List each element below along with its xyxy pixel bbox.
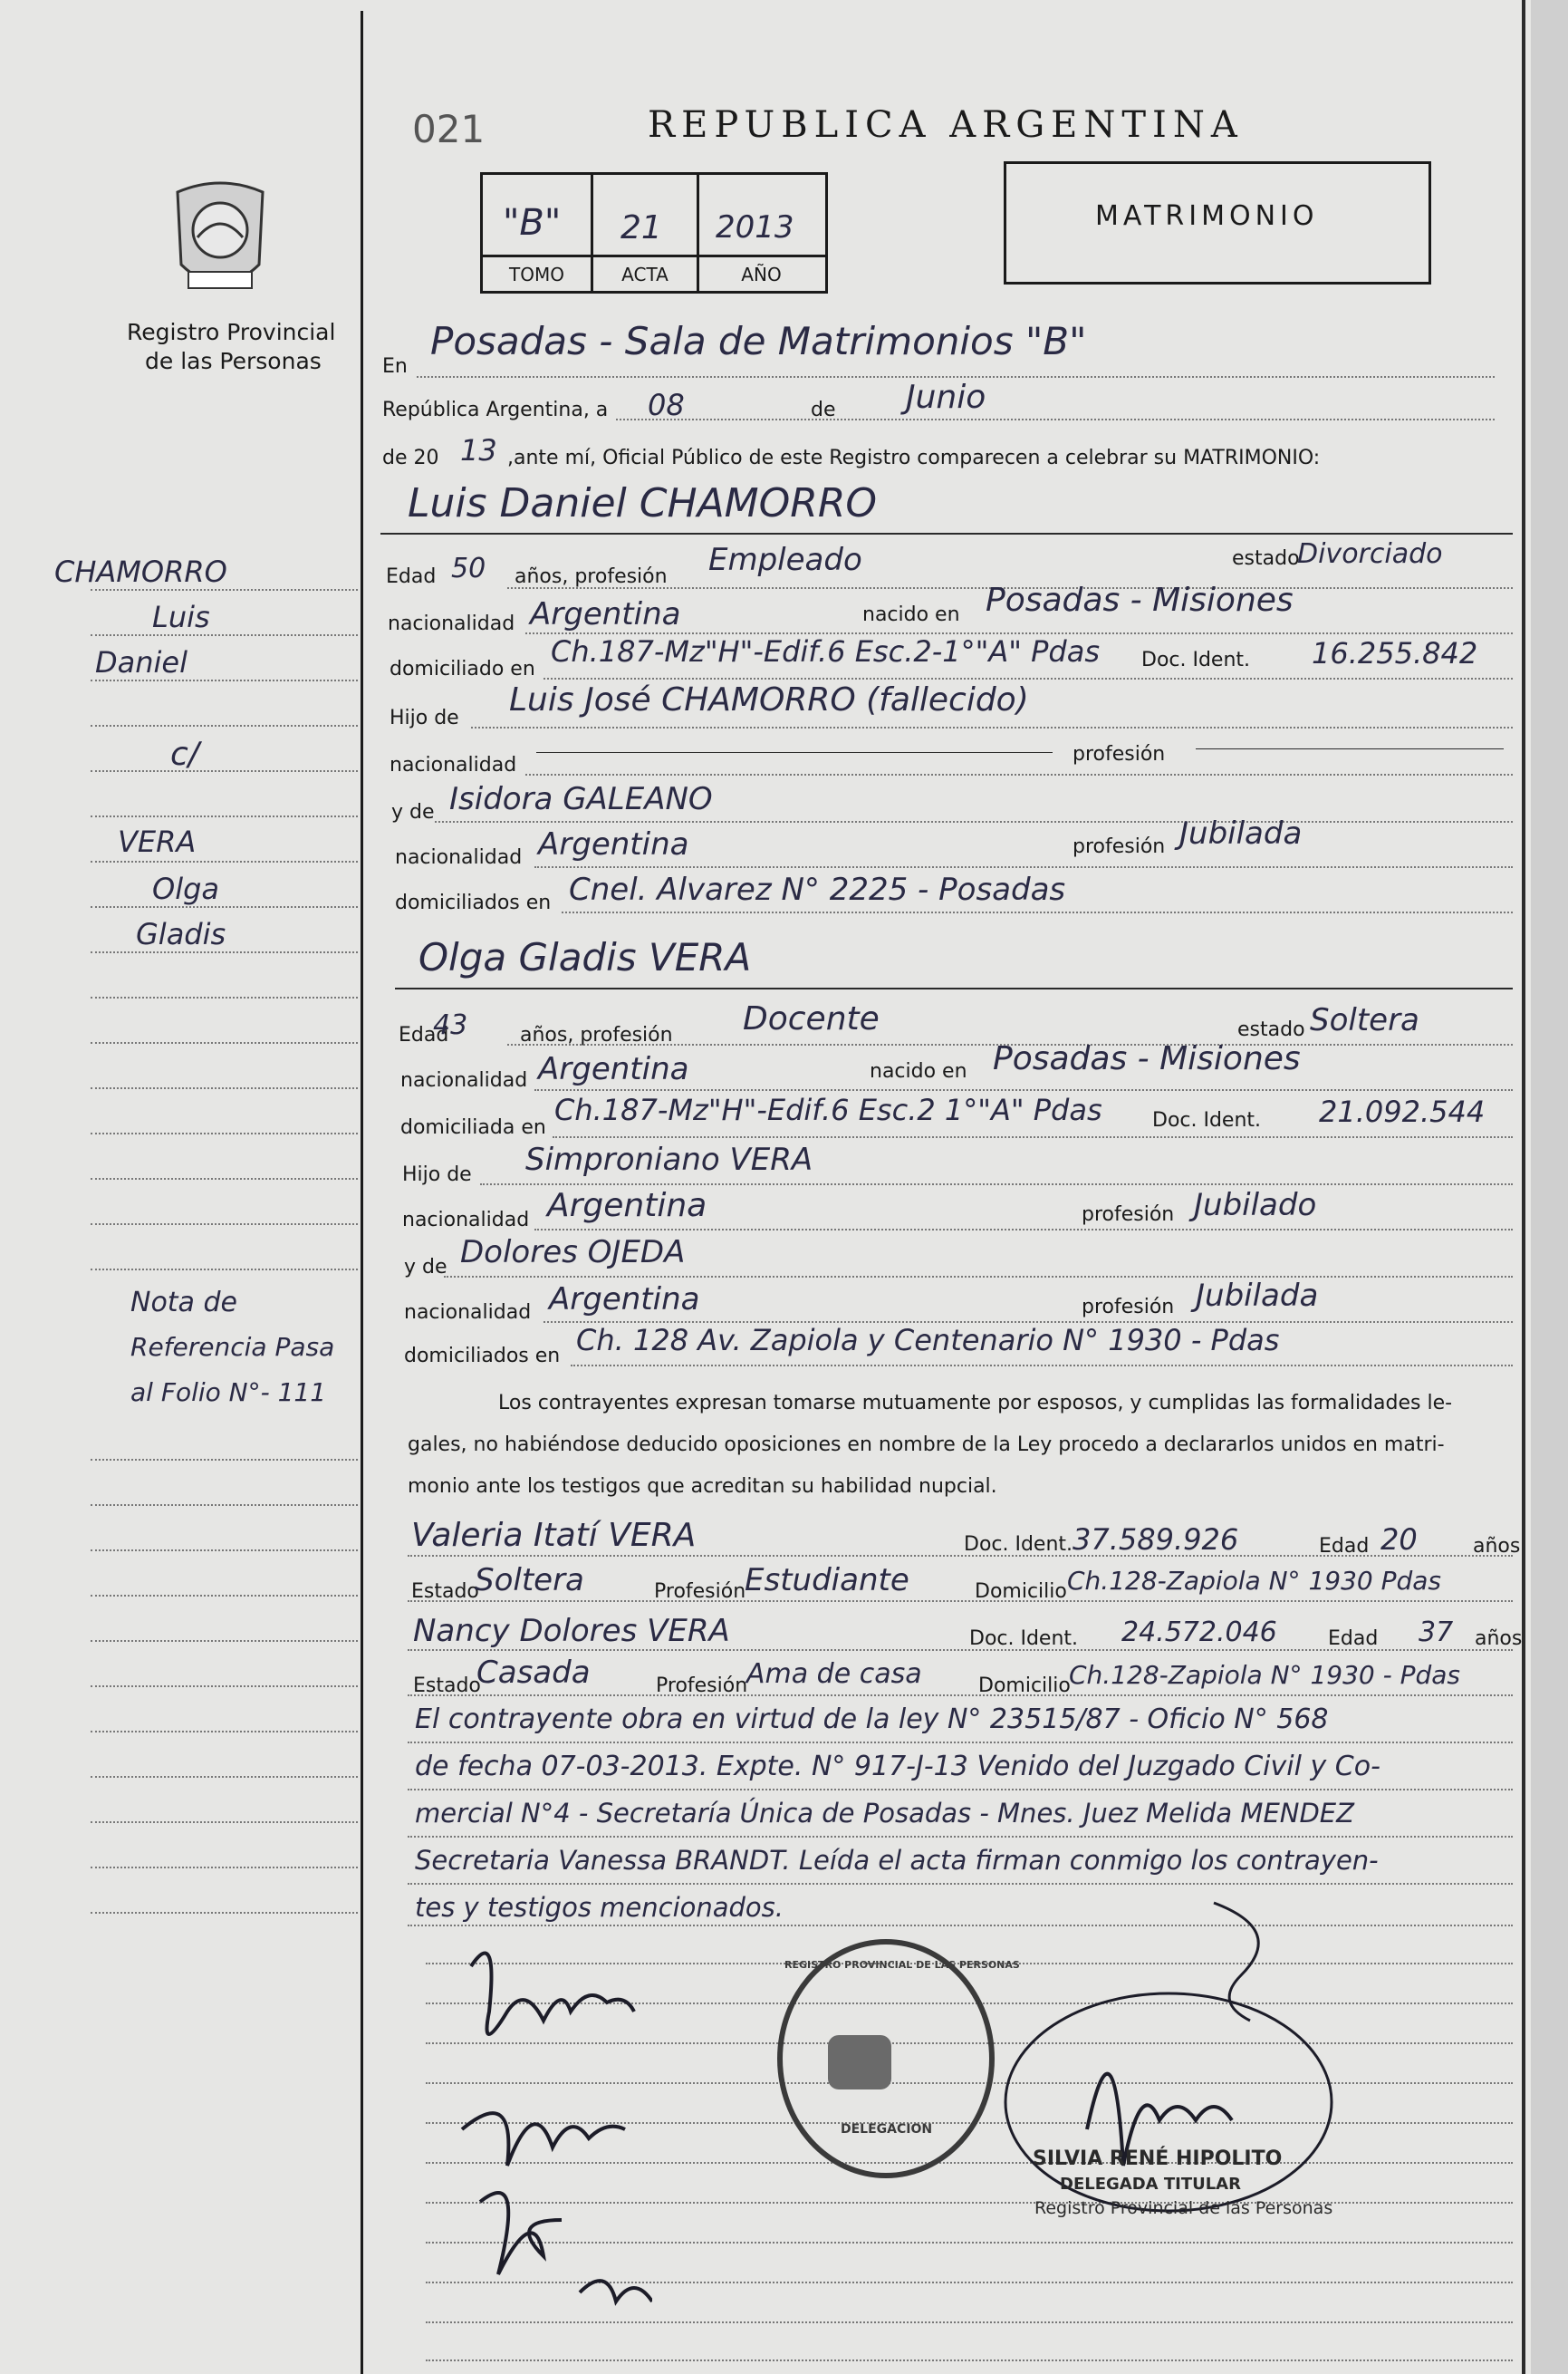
tomo-cell: [483, 175, 593, 291]
witness-1-dom-label: Domicilio: [975, 1580, 1067, 1603]
place-value: Posadas - Sala de Matrimonios "B": [430, 319, 1087, 363]
bride-address: Ch.187-Mz"H"-Edif.6 Esc.2 1°"A" Pdas: [554, 1093, 1102, 1127]
bride-dom-label: domiciliada en: [400, 1116, 546, 1139]
witness-2-prof-label: Profesión: [656, 1674, 748, 1697]
groom-mother-nationality: Argentina: [538, 826, 689, 863]
registry-name-line2: de las Personas: [145, 348, 322, 374]
notes-line: [426, 2360, 1513, 2361]
seal-emblem: [828, 2035, 891, 2089]
page-right-edge: [1522, 0, 1525, 2374]
bride-line: [444, 1276, 1513, 1278]
bride-mother-profession: Jubilada: [1196, 1278, 1319, 1314]
folio-number: 021: [412, 107, 486, 151]
groom-dom-label: domiciliado en: [390, 658, 535, 680]
margin-name-2a: Olga: [152, 872, 219, 906]
margin-line: [91, 1504, 358, 1506]
bride-line: [553, 1136, 1513, 1138]
witness-line: [408, 1555, 1513, 1557]
margin-line: [91, 680, 358, 681]
intro-line: [616, 419, 1495, 420]
groom-line: [534, 866, 1513, 868]
tomo-label: TOMO: [509, 264, 564, 285]
margin-line: [91, 1685, 358, 1687]
year-suffix: 13: [460, 433, 497, 468]
witness-2-doc-label: Doc. Ident.: [969, 1627, 1079, 1650]
en-label: En: [382, 355, 408, 378]
official-title: DELEGADA TITULAR: [1060, 2175, 1241, 2194]
margin-line: [91, 1459, 358, 1461]
groom-nationality: Argentina: [530, 596, 681, 632]
margin-line: [91, 1178, 358, 1180]
groom-father-prof-label: profesión: [1073, 743, 1166, 766]
witness-2-doc: 24.572.046: [1121, 1616, 1277, 1648]
bride-mother-prof-label: profesión: [1082, 1296, 1175, 1318]
margin-line: [91, 1595, 358, 1597]
bride-estado-label: estado: [1237, 1018, 1305, 1041]
bride-prof-label: años, profesión: [520, 1024, 673, 1047]
bride-line: [480, 1183, 1513, 1185]
section-rule: [380, 533, 1513, 535]
groom-prof-label: años, profesión: [515, 565, 668, 588]
margin-line: [91, 1731, 358, 1732]
ref-box-divider: [483, 255, 825, 257]
bride-nacido-label: nacido en: [870, 1060, 967, 1083]
official-name: SILVIA RENÉ HIPOLITO: [1033, 2147, 1283, 2170]
margin-line: [91, 997, 358, 999]
witness-1-status: Soltera: [475, 1562, 584, 1598]
witness-1-prof-label: Profesión: [654, 1580, 746, 1603]
witness-2-profession: Ama de casa: [746, 1658, 922, 1690]
bride-profession: Docente: [743, 1000, 880, 1037]
anio-value: 2013: [716, 209, 794, 246]
declaration-line-3: monio ante los testigos que acreditan su habilidad nupcial.: [408, 1475, 997, 1498]
witness-1-doc: 37.589.926: [1073, 1522, 1239, 1557]
bride-line: [534, 1229, 1513, 1230]
groom-doc-label: Doc. Ident.: [1141, 649, 1251, 671]
bride-father-nationality: Argentina: [547, 1187, 707, 1224]
groom-full-name: Luis Daniel CHAMORRO: [408, 480, 878, 526]
year-prefix: de 20: [382, 447, 439, 469]
witness-2-dom-label: Domicilio: [978, 1674, 1071, 1697]
margin-line: [91, 1549, 358, 1551]
section-rule: [395, 988, 1513, 989]
bride-parents-dom-label: domiciliados en: [404, 1345, 561, 1367]
groom-hijo-label: Hijo de: [390, 707, 459, 729]
bride-parents-address: Ch. 128 Av. Zapiola y Centenario N° 1930 - Pdas: [576, 1323, 1280, 1357]
groom-line: [435, 821, 1513, 823]
witness-line: [408, 1649, 1513, 1651]
acta-cell: [593, 175, 699, 291]
bride-edad-label: Edad: [399, 1024, 449, 1047]
bride-father-profession: Jubilado: [1194, 1187, 1317, 1223]
declaration-line-2: gales, no habiéndose deducido oposiciones en nombre de la Ley procedo a declararlos unidos en matri-: [408, 1433, 1445, 1456]
groom-nacido-label: nacido en: [862, 603, 960, 626]
official-registry: Registro Provincial de las Personas: [1034, 2198, 1333, 2218]
margin-name-2b: Gladis: [136, 917, 226, 951]
margin-line: [91, 951, 358, 953]
month-value: Junio: [906, 379, 986, 416]
bride-line: [571, 1365, 1513, 1366]
bride-hijo-label: Hijo de: [402, 1163, 472, 1186]
notes-line: [408, 1836, 1513, 1838]
bride-yde-label: y de: [404, 1256, 447, 1279]
notes-line-4: Secretaria Vanessa BRANDT. Leída el acta firman conmigo los contrayen-: [415, 1845, 1379, 1876]
groom-civil-status: Divorciado: [1297, 538, 1443, 570]
margin-rule: [361, 11, 363, 2374]
margin-line: [91, 634, 358, 636]
anio-label: AÑO: [741, 264, 782, 285]
witness-2-edad-label: Edad: [1328, 1627, 1379, 1650]
witness-1-profession: Estudiante: [745, 1562, 909, 1598]
margin-line: [91, 1776, 358, 1778]
groom-birthplace: Posadas - Misiones: [986, 582, 1294, 619]
witness-1-age: 20: [1380, 1522, 1418, 1557]
witness-2-anos-label: años: [1475, 1627, 1523, 1650]
day-value: 08: [648, 388, 685, 422]
bride-nationality: Argentina: [538, 1051, 689, 1087]
intro-line: [417, 376, 1495, 378]
witness-1-anos-label: años: [1473, 1535, 1521, 1558]
margin-conj: c/: [170, 736, 199, 773]
seal-text: REGISTRO PROVINCIAL DE LAS PERSONAS: [784, 1959, 1020, 1971]
margin-line: [91, 725, 358, 727]
intro-text: ,ante mí, Oficial Público de este Registro comparecen a celebrar su MATRIMONIO:: [507, 447, 1321, 469]
bride-mother-nationality: Argentina: [549, 1281, 700, 1317]
margin-line: [91, 815, 358, 817]
witness-2-status: Casada: [476, 1655, 591, 1691]
bride-birthplace: Posadas - Misiones: [993, 1040, 1301, 1077]
margin-line: [91, 1133, 358, 1134]
margin-line: [91, 1042, 358, 1044]
groom-father: Luis José CHAMORRO (fallecido): [509, 681, 1029, 719]
bride-mother-nat-label: nacionalidad: [404, 1301, 532, 1324]
republica-label: República Argentina, a: [382, 399, 609, 421]
groom-mother-nat-label: nacionalidad: [395, 846, 523, 869]
witness-2-address: Ch.128-Zapiola N° 1930 - Pdas: [1069, 1660, 1461, 1690]
margin-surname-1: CHAMORRO: [54, 555, 227, 589]
margin-line: [91, 1867, 358, 1868]
notes-line: [408, 1883, 1513, 1885]
witness-1-address: Ch.128-Zapiola N° 1930 Pdas: [1067, 1566, 1442, 1596]
notes-line-3: mercial N°4 - Secretaría Única de Posadas - Mnes. Juez Melida MENDEZ: [415, 1798, 1354, 1829]
seal-inner-text: DELEGACION: [841, 2122, 933, 2137]
margin-line: [91, 1223, 358, 1225]
margin-line: [91, 906, 358, 908]
groom-doc: 16.255.842: [1312, 636, 1478, 671]
witness-line: [408, 1600, 1513, 1602]
bride-nac-label: nacionalidad: [400, 1069, 528, 1092]
margin-name-1b: Daniel: [95, 645, 188, 680]
notes-line-1: El contrayente obra en virtud de la ley N° 23515/87 - Oficio N° 568: [415, 1703, 1329, 1735]
registry-name-line1: Registro Provincial: [127, 319, 336, 345]
witness-1-name: Valeria Itatí VERA: [411, 1517, 697, 1554]
groom-profession: Empleado: [708, 542, 862, 578]
margin-line: [91, 1912, 358, 1914]
blank-line: [536, 752, 1053, 753]
notes-line-2: de fecha 07-03-2013. Expte. N° 917-J-13 Venido del Juzgado Civil y Co-: [415, 1751, 1380, 1782]
margin-line: [91, 770, 358, 772]
bride-father: Simproniano VERA: [525, 1142, 813, 1178]
groom-mother-profession: Jubilada: [1179, 815, 1303, 852]
witness-1-estado-label: Estado: [411, 1580, 479, 1603]
province-logo: [168, 174, 273, 303]
witness-1-edad-label: Edad: [1319, 1535, 1370, 1558]
groom-age: 50: [451, 553, 486, 584]
groom-estado-label: estado: [1232, 547, 1300, 570]
margin-note-1: Nota de: [130, 1287, 237, 1318]
reference-box: [480, 172, 828, 294]
bride-father-prof-label: profesión: [1082, 1203, 1175, 1226]
bride-civil-status: Soltera: [1310, 1002, 1419, 1038]
groom-nac-label: nacionalidad: [388, 613, 515, 635]
witness-2-name: Nancy Dolores VERA: [413, 1613, 730, 1649]
de-label: de: [811, 399, 836, 421]
margin-line: [91, 1269, 358, 1270]
margin-line: [91, 1640, 358, 1642]
groom-edad-label: Edad: [386, 565, 437, 588]
margin-surname-2: VERA: [118, 825, 197, 859]
groom-line: [562, 912, 1513, 913]
acta-label: ACTA: [621, 264, 669, 285]
groom-line: [525, 774, 1513, 776]
groom-father-nat-label: nacionalidad: [390, 754, 517, 777]
margin-note-2: Referencia Pasa: [130, 1332, 335, 1362]
margin-line: [91, 1821, 358, 1823]
margin-name-1a: Luis: [152, 600, 210, 634]
act-type-box: [1004, 161, 1431, 285]
groom-mother: Isidora GALEANO: [449, 781, 713, 817]
margin-note-3: al Folio N°- 111: [130, 1377, 327, 1407]
witness-2-estado-label: Estado: [413, 1674, 481, 1697]
tomo-value: "B": [503, 202, 562, 244]
groom-line: [471, 727, 1513, 729]
act-type-label: MATRIMONIO: [1095, 200, 1319, 232]
bride-full-name: Olga Gladis VERA: [418, 935, 752, 980]
signatures-left: [444, 1930, 652, 2347]
anio-cell: [699, 175, 823, 291]
bride-line: [534, 1089, 1513, 1091]
country-title: REPUBLICA ARGENTINA: [648, 104, 1244, 146]
witness-line: [408, 1694, 1513, 1696]
official-seal: [777, 1939, 1020, 2178]
notes-line: [408, 1742, 1513, 1743]
notes-line-5: tes y testigos mencionados.: [415, 1892, 784, 1923]
bride-mother: Dolores OJEDA: [460, 1234, 686, 1270]
bride-age: 43: [433, 1009, 468, 1041]
notes-line: [408, 1789, 1513, 1790]
witness-2-age: 37: [1419, 1616, 1454, 1648]
margin-line: [91, 589, 358, 591]
blank-line: [1196, 748, 1504, 749]
groom-parents-address: Cnel. Alvarez N° 2225 - Posadas: [569, 872, 1066, 908]
bride-doc: 21.092.544: [1319, 1095, 1486, 1129]
witness-1-doc-label: Doc. Ident.: [964, 1533, 1073, 1556]
groom-address: Ch.187-Mz"H"-Edif.6 Esc.2-1°"A" Pdas: [551, 634, 1101, 669]
groom-line: [544, 678, 1513, 680]
bride-father-nat-label: nacionalidad: [402, 1209, 530, 1231]
bride-doc-label: Doc. Ident.: [1152, 1109, 1262, 1132]
acta-value: 21: [620, 209, 662, 246]
groom-mother-prof-label: profesión: [1073, 835, 1166, 858]
declaration-line-1: Los contrayentes expresan tomarse mutuamente por esposos, y cumplidas las formalidades le-: [498, 1392, 1453, 1414]
groom-yde-label: y de: [391, 801, 435, 824]
margin-line: [91, 861, 358, 863]
groom-parents-dom-label: domiciliados en: [395, 892, 552, 914]
margin-line: [91, 1087, 358, 1089]
